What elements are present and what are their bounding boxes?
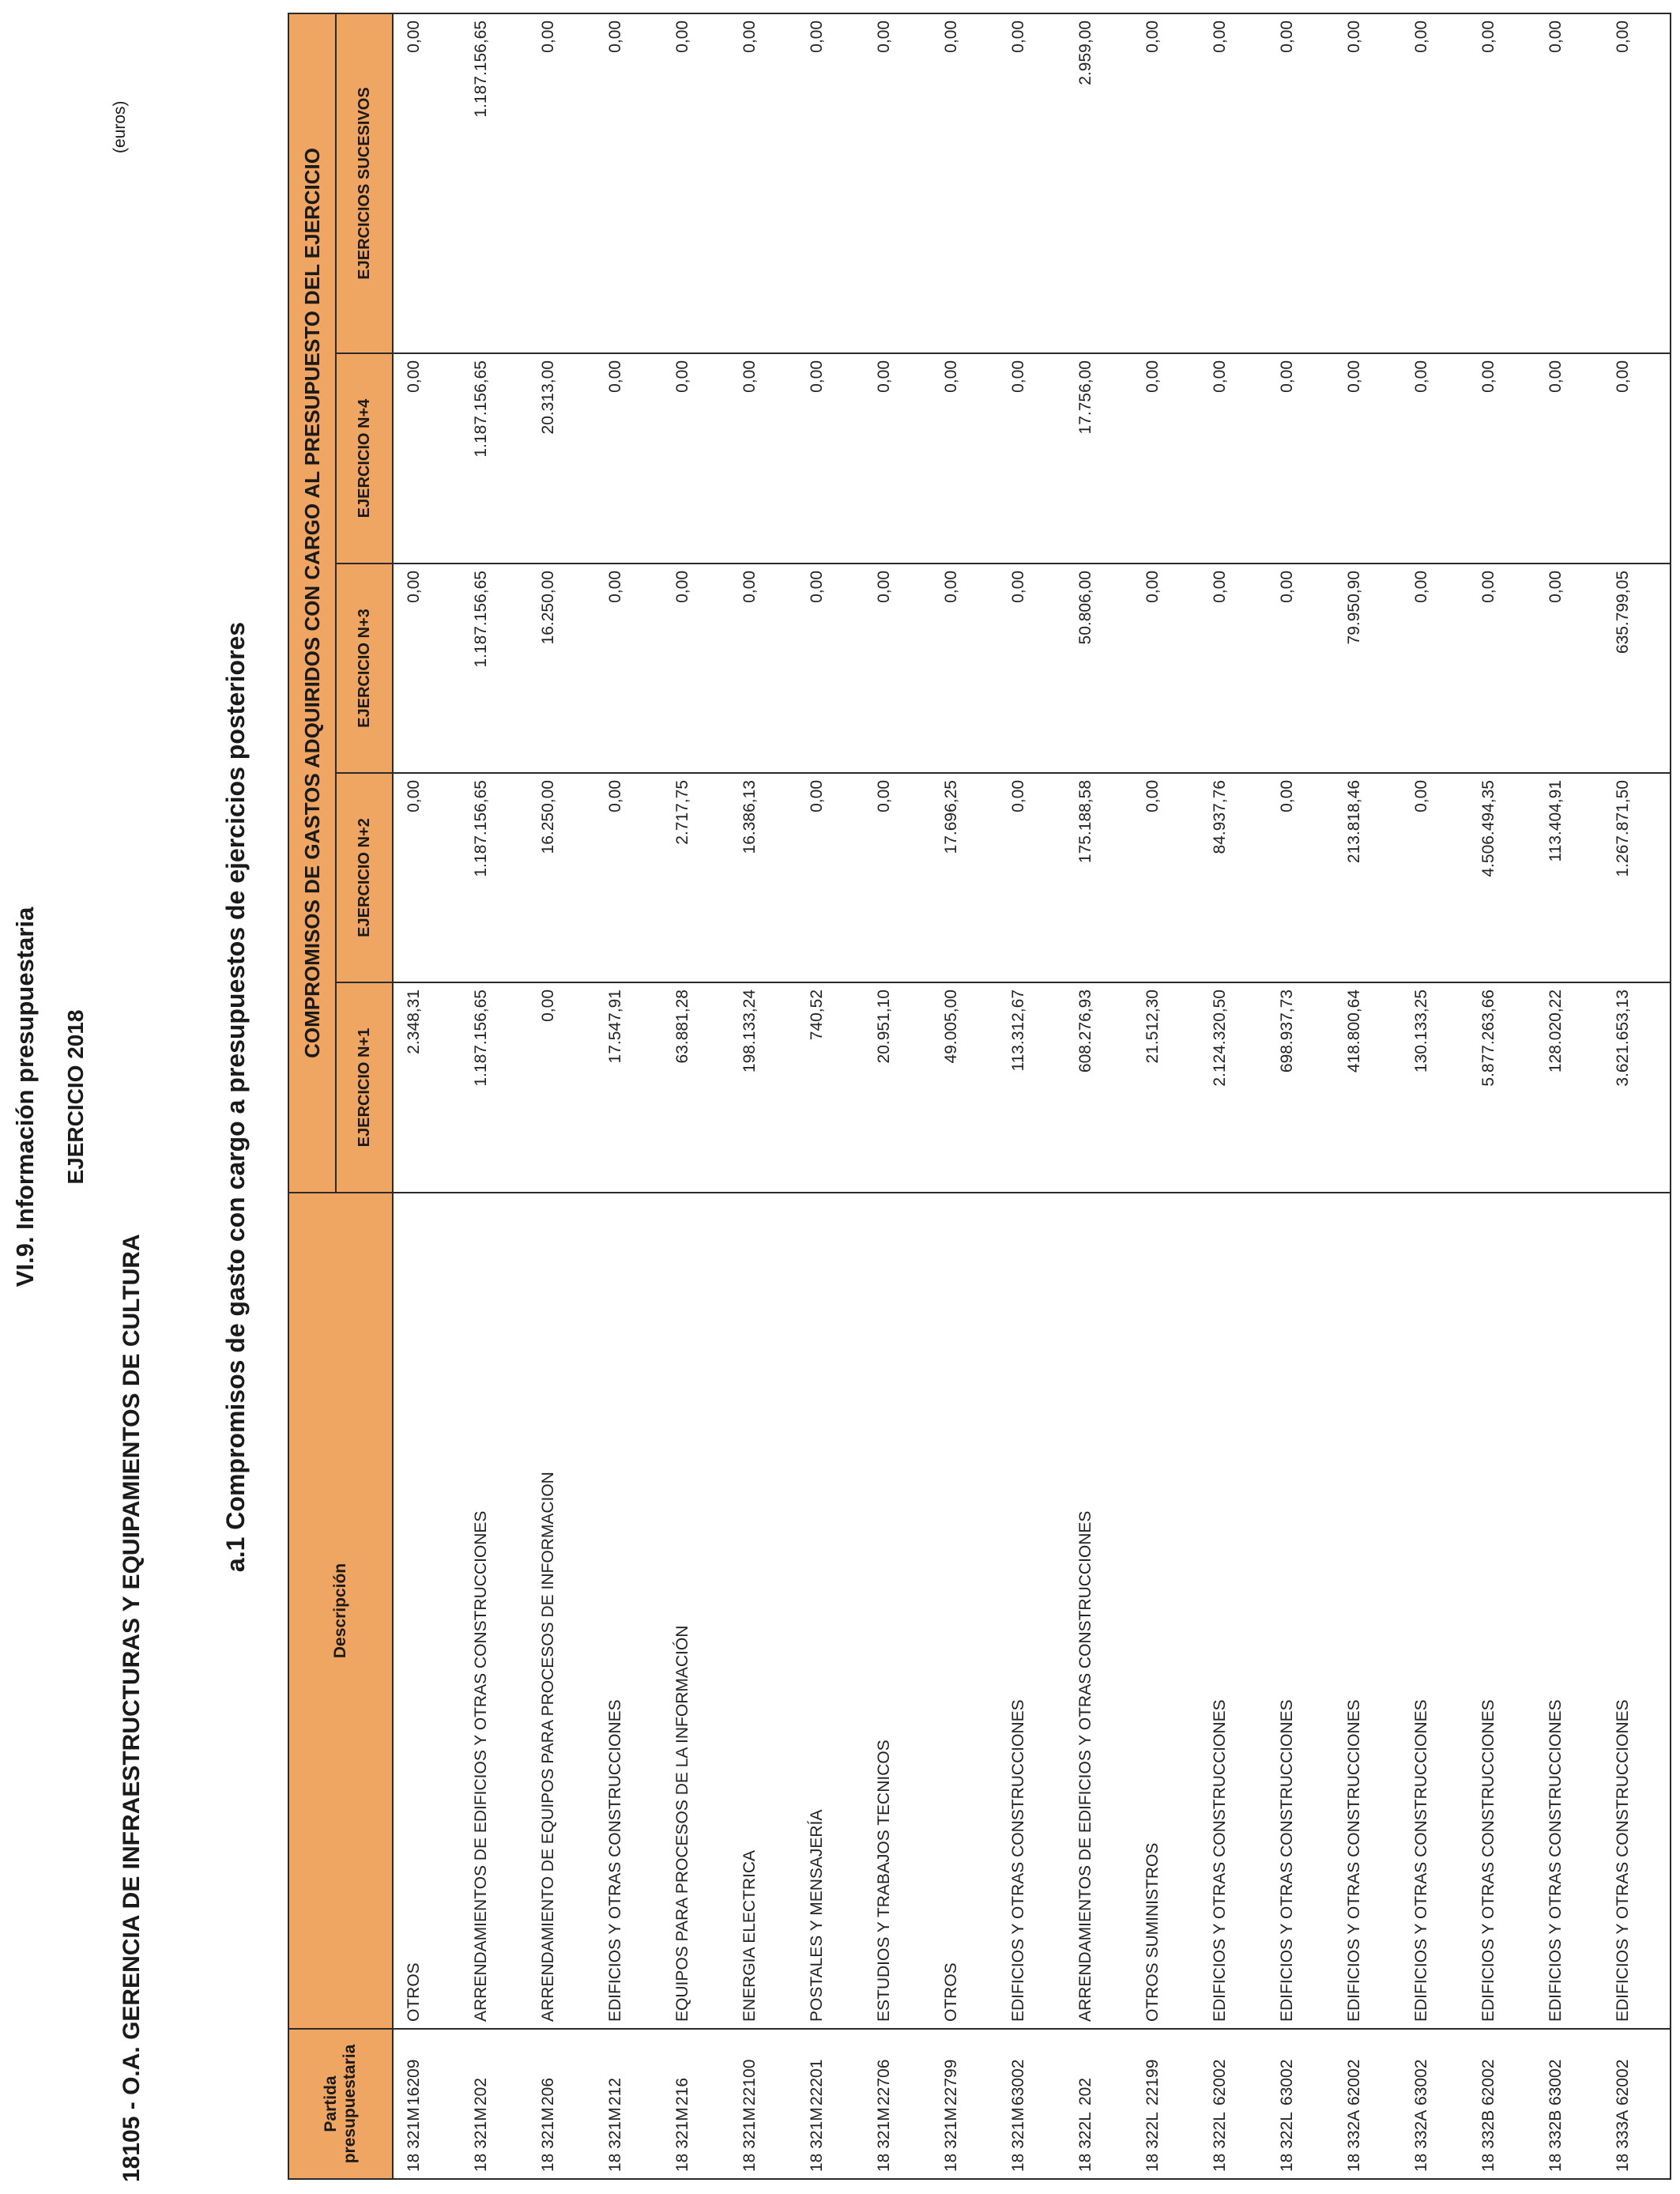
cell-partida <box>528 2029 595 2179</box>
cell-descripcion: POSTALES Y MENSAJERÍA <box>797 1193 864 2029</box>
partida-concepto: 63002 <box>1546 2059 1565 2105</box>
partida-programa: 18 321M <box>606 2107 624 2172</box>
cell-n3: 0,00 <box>1267 564 1334 773</box>
cell-n2: 0,00 <box>1401 773 1468 982</box>
cell-partida <box>1200 2029 1267 2179</box>
cell-n2: 0,00 <box>1132 773 1200 982</box>
partida-programa: 18 333A <box>1614 2109 1632 2172</box>
cell-n2: 1.187.156,65 <box>461 773 528 982</box>
cell-n1: 128.020,22 <box>1535 982 1603 1193</box>
cell-descripcion: OTROS <box>931 1193 998 2029</box>
cell-n4: 0,00 <box>864 353 931 564</box>
cell-n4: 0,00 <box>1334 353 1401 564</box>
partida-concepto: 202 <box>472 2077 490 2105</box>
table-row <box>1468 13 1535 2179</box>
cell-sucesivos: 0,00 <box>998 13 1065 353</box>
cell-partida <box>1603 2029 1671 2179</box>
cell-n4: 0,00 <box>393 353 461 564</box>
cell-n2: 213.818,46 <box>1334 773 1401 982</box>
cell-n1: 63.881,28 <box>662 982 729 1193</box>
partida-concepto: 22201 <box>808 2059 826 2105</box>
cell-n3: 0,00 <box>931 564 998 773</box>
cell-descripcion: EDIFICIOS Y OTRAS CONSTRUCCIONES <box>998 1193 1065 2029</box>
partida-concepto: 212 <box>606 2077 624 2105</box>
partida-programa: 18 321M <box>808 2107 826 2172</box>
cell-sucesivos: 0,00 <box>393 13 461 353</box>
cell-n3: 0,00 <box>1535 564 1603 773</box>
partida-programa: 18 332A <box>1412 2109 1430 2172</box>
units-label: (euros) <box>111 100 129 153</box>
table-header <box>288 13 393 2179</box>
cell-descripcion: EDIFICIOS Y OTRAS CONSTRUCCIONES <box>1535 1193 1603 2029</box>
cell-n4: 0,00 <box>1132 353 1200 564</box>
cell-sucesivos: 1.187.156,65 <box>461 13 528 353</box>
cell-sucesivos: 0,00 <box>1468 13 1535 353</box>
header-n1: EJERCICIO N+1 <box>336 982 393 1193</box>
cell-n2: 16.250,00 <box>528 773 595 982</box>
partida-programa: 18 321M <box>1009 2107 1027 2172</box>
partida-concepto: 22100 <box>740 2059 759 2105</box>
cell-n2: 16.386,13 <box>729 773 797 982</box>
cell-n2: 0,00 <box>797 773 864 982</box>
cell-n3: 0,00 <box>1200 564 1267 773</box>
cell-n1: 698.937,73 <box>1267 982 1334 1193</box>
cell-n4: 0,00 <box>931 353 998 564</box>
cell-n3: 50.806,00 <box>1065 564 1132 773</box>
cell-n2: 0,00 <box>998 773 1065 982</box>
cell-sucesivos: 0,00 <box>1603 13 1671 353</box>
cell-sucesivos: 0,00 <box>528 13 595 353</box>
cell-n1: 418.800,64 <box>1334 982 1401 1193</box>
cell-n4: 0,00 <box>1401 353 1468 564</box>
header-descripcion: Descripción <box>288 1193 393 2029</box>
cell-n3: 0,00 <box>729 564 797 773</box>
cell-descripcion: ARRENDAMIENTOS DE EDIFICIOS Y OTRAS CONSTRUCCIONES <box>461 1193 528 2029</box>
cell-n1: 130.133,25 <box>1401 982 1468 1193</box>
partida-concepto: 63002 <box>1278 2059 1296 2105</box>
cell-n4: 1.187.156,65 <box>461 353 528 564</box>
table-row <box>1065 13 1132 2179</box>
cell-n4: 0,00 <box>797 353 864 564</box>
table-row <box>1535 13 1603 2179</box>
cell-partida <box>393 2029 461 2179</box>
table-row <box>393 13 461 2179</box>
cell-partida <box>1334 2029 1401 2179</box>
table-row <box>864 13 931 2179</box>
partida-programa: 18 321M <box>673 2107 691 2172</box>
cell-n3: 79.950,90 <box>1334 564 1401 773</box>
cell-n2: 1.267.871,50 <box>1603 773 1671 982</box>
cell-n1: 3.621.653,13 <box>1603 982 1671 1193</box>
table-row <box>931 13 998 2179</box>
cell-sucesivos: 0,00 <box>931 13 998 353</box>
commitments-table <box>288 13 1671 2180</box>
partida-programa: 18 322L <box>1143 2112 1162 2172</box>
cell-partida <box>461 2029 528 2179</box>
partida-programa: 18 321M <box>405 2107 423 2172</box>
cell-n4: 0,00 <box>1603 353 1671 564</box>
cell-n2: 113.404,91 <box>1535 773 1603 982</box>
cell-descripcion: OTROS <box>393 1193 461 2029</box>
cell-sucesivos: 0,00 <box>797 13 864 353</box>
table-row <box>998 13 1065 2179</box>
table-row <box>729 13 797 2179</box>
cell-partida <box>931 2029 998 2179</box>
cell-partida <box>1401 2029 1468 2179</box>
cell-n3: 1.187.156,65 <box>461 564 528 773</box>
partida-programa: 18 321M <box>472 2107 490 2172</box>
partida-concepto: 22199 <box>1143 2059 1162 2105</box>
cell-n3: 635.799,05 <box>1603 564 1671 773</box>
cell-descripcion: ESTUDIOS Y TRABAJOS TECNICOS <box>864 1193 931 2029</box>
cell-n1: 5.877.263,66 <box>1468 982 1535 1193</box>
cell-n4: 17.756,00 <box>1065 353 1132 564</box>
table-row <box>662 13 729 2179</box>
cell-n1: 1.187.156,65 <box>461 982 528 1193</box>
cell-n1: 2.124.320,50 <box>1200 982 1267 1193</box>
header-n4: EJERCICIO N+4 <box>336 353 393 564</box>
partida-concepto: 62002 <box>1479 2059 1497 2105</box>
partida-programa: 18 332A <box>1345 2109 1363 2172</box>
cell-sucesivos: 0,00 <box>1200 13 1267 353</box>
cell-descripcion: ARRENDAMIENTOS DE EDIFICIOS Y OTRAS CONSTRUCCIONES <box>1065 1193 1132 2029</box>
cell-descripcion: OTROS SUMINISTROS <box>1132 1193 1200 2029</box>
cell-sucesivos: 0,00 <box>729 13 797 353</box>
cell-descripcion: EDIFICIOS Y OTRAS CONSTRUCCIONES <box>595 1193 662 2029</box>
table-row <box>461 13 528 2179</box>
cell-n2: 0,00 <box>393 773 461 982</box>
cell-sucesivos: 0,00 <box>1132 13 1200 353</box>
header-n3: EJERCICIO N+3 <box>336 564 393 773</box>
partida-programa: 18 322L <box>1076 2112 1094 2172</box>
table-body <box>393 13 1671 2179</box>
table-row <box>1401 13 1468 2179</box>
cell-partida <box>595 2029 662 2179</box>
header-partida: Partida presupuestaria <box>288 2029 393 2179</box>
cell-partida <box>1468 2029 1535 2179</box>
partida-programa: 18 321M <box>539 2107 557 2172</box>
exercise-year: EJERCICIO 2018 <box>63 1009 88 1185</box>
cell-sucesivos: 0,00 <box>1334 13 1401 353</box>
cell-partida <box>729 2029 797 2179</box>
cell-n1: 21.512,30 <box>1132 982 1200 1193</box>
cell-sucesivos: 0,00 <box>662 13 729 353</box>
cell-n2: 2.717,75 <box>662 773 729 982</box>
table-row <box>595 13 662 2179</box>
cell-n4: 0,00 <box>662 353 729 564</box>
cell-partida <box>797 2029 864 2179</box>
cell-descripcion: EDIFICIOS Y OTRAS CONSTRUCCIONES <box>1267 1193 1334 2029</box>
cell-descripcion: ENERGIA ELECTRICA <box>729 1193 797 2029</box>
partida-programa: 18 321M <box>875 2107 893 2172</box>
cell-n4: 0,00 <box>1535 353 1603 564</box>
cell-descripcion: EDIFICIOS Y OTRAS CONSTRUCCIONES <box>1200 1193 1267 2029</box>
header-n2: EJERCICIO N+2 <box>336 773 393 982</box>
cell-n3: 0,00 <box>1468 564 1535 773</box>
partida-programa: 18 321M <box>740 2107 759 2172</box>
cell-n4: 0,00 <box>1267 353 1334 564</box>
cell-n2: 0,00 <box>595 773 662 982</box>
header-sucesivos: EJERCICIOS SUCESIVOS <box>336 13 393 353</box>
partida-programa: 18 321M <box>942 2107 960 2172</box>
cell-n3: 0,00 <box>797 564 864 773</box>
table-row <box>1603 13 1671 2179</box>
cell-n4: 0,00 <box>729 353 797 564</box>
partida-concepto: 62002 <box>1614 2059 1632 2105</box>
cell-n3: 16.250,00 <box>528 564 595 773</box>
cell-n3: 0,00 <box>864 564 931 773</box>
cell-n1: 20.951,10 <box>864 982 931 1193</box>
cell-n1: 49.005,00 <box>931 982 998 1193</box>
cell-descripcion: EDIFICIOS Y OTRAS CONSTRUCCIONES <box>1401 1193 1468 2029</box>
partida-programa: 18 332B <box>1546 2109 1565 2172</box>
cell-partida <box>998 2029 1065 2179</box>
cell-n2: 175.188,58 <box>1065 773 1132 982</box>
partida-concepto: 216 <box>673 2077 691 2105</box>
cell-n1: 740,52 <box>797 982 864 1193</box>
cell-sucesivos: 0,00 <box>595 13 662 353</box>
partida-programa: 18 322L <box>1278 2112 1296 2172</box>
cell-n3: 0,00 <box>393 564 461 773</box>
cell-sucesivos: 0,00 <box>1401 13 1468 353</box>
cell-n1: 113.312,67 <box>998 982 1065 1193</box>
partida-concepto: 62002 <box>1345 2059 1363 2105</box>
cell-n1: 198.133,24 <box>729 982 797 1193</box>
partida-concepto: 62002 <box>1211 2059 1229 2105</box>
cell-n2: 4.506.494,35 <box>1468 773 1535 982</box>
cell-descripcion: EQUIPOS PARA PROCESOS DE LA INFORMACIÓN <box>662 1193 729 2029</box>
table-row <box>1132 13 1200 2179</box>
cell-n3: 0,00 <box>662 564 729 773</box>
cell-n4: 0,00 <box>595 353 662 564</box>
partida-programa: 18 332B <box>1479 2109 1497 2172</box>
partida-concepto: 63002 <box>1412 2059 1430 2105</box>
cell-partida <box>1267 2029 1334 2179</box>
cell-n4: 0,00 <box>1200 353 1267 564</box>
cell-partida <box>864 2029 931 2179</box>
cell-partida <box>1132 2029 1200 2179</box>
cell-n3: 0,00 <box>595 564 662 773</box>
cell-partida <box>662 2029 729 2179</box>
cell-n3: 0,00 <box>998 564 1065 773</box>
table-row <box>528 13 595 2179</box>
cell-n2: 17.696,25 <box>931 773 998 982</box>
cell-n1: 2.348,31 <box>393 982 461 1193</box>
partida-concepto: 16209 <box>405 2059 423 2105</box>
cell-sucesivos: 2.959,00 <box>1065 13 1132 353</box>
cell-sucesivos: 0,00 <box>864 13 931 353</box>
cell-n2: 0,00 <box>1267 773 1334 982</box>
cell-descripcion: ARRENDAMIENTO DE EQUIPOS PARA PROCESOS DE INFORMACION <box>528 1193 595 2029</box>
page-title: VI.9. Información presupuestaria <box>11 907 39 1287</box>
partida-concepto: 63002 <box>1009 2059 1027 2105</box>
cell-n1: 17.547,91 <box>595 982 662 1193</box>
cell-n4: 0,00 <box>1468 353 1535 564</box>
partida-concepto: 22799 <box>942 2059 960 2105</box>
cell-descripcion: EDIFICIOS Y OTRAS CONSTRUCCIONES <box>1334 1193 1401 2029</box>
partida-programa: 18 322L <box>1211 2112 1229 2172</box>
cell-descripcion: EDIFICIOS Y OTRAS CONSTRUCCIONES <box>1603 1193 1671 2029</box>
cell-n1: 608.276,93 <box>1065 982 1132 1193</box>
cell-n1: 0,00 <box>528 982 595 1193</box>
table-row <box>1200 13 1267 2179</box>
table-row <box>797 13 864 2179</box>
partida-concepto: 22706 <box>875 2059 893 2105</box>
cell-partida <box>1065 2029 1132 2179</box>
table-row <box>1267 13 1334 2179</box>
cell-sucesivos: 0,00 <box>1535 13 1603 353</box>
cell-partida <box>1535 2029 1603 2179</box>
cell-n2: 0,00 <box>864 773 931 982</box>
cell-n4: 20.313,00 <box>528 353 595 564</box>
cell-n3: 0,00 <box>1401 564 1468 773</box>
organization-name: 18105 - O.A. GERENCIA DE INFRAESTRUCTURAS Y EQUIPAMIENTOS DE CULTURA <box>119 1234 145 2182</box>
table-row <box>1334 13 1401 2179</box>
cell-n2: 84.937,76 <box>1200 773 1267 982</box>
section-title: a.1 Compromisos de gasto con cargo a presupuestos de ejercicios posteriores <box>221 621 250 1573</box>
header-group-compromisos: COMPROMISOS DE GASTOS ADQUIRIDOS CON CARGO AL PRESUPUESTO DEL EJERCICIO <box>288 13 336 1193</box>
cell-n3: 0,00 <box>1132 564 1200 773</box>
cell-sucesivos: 0,00 <box>1267 13 1334 353</box>
cell-n4: 0,00 <box>998 353 1065 564</box>
cell-descripcion: EDIFICIOS Y OTRAS CONSTRUCCIONES <box>1468 1193 1535 2029</box>
partida-concepto: 206 <box>539 2077 557 2105</box>
partida-concepto: 202 <box>1076 2077 1094 2105</box>
